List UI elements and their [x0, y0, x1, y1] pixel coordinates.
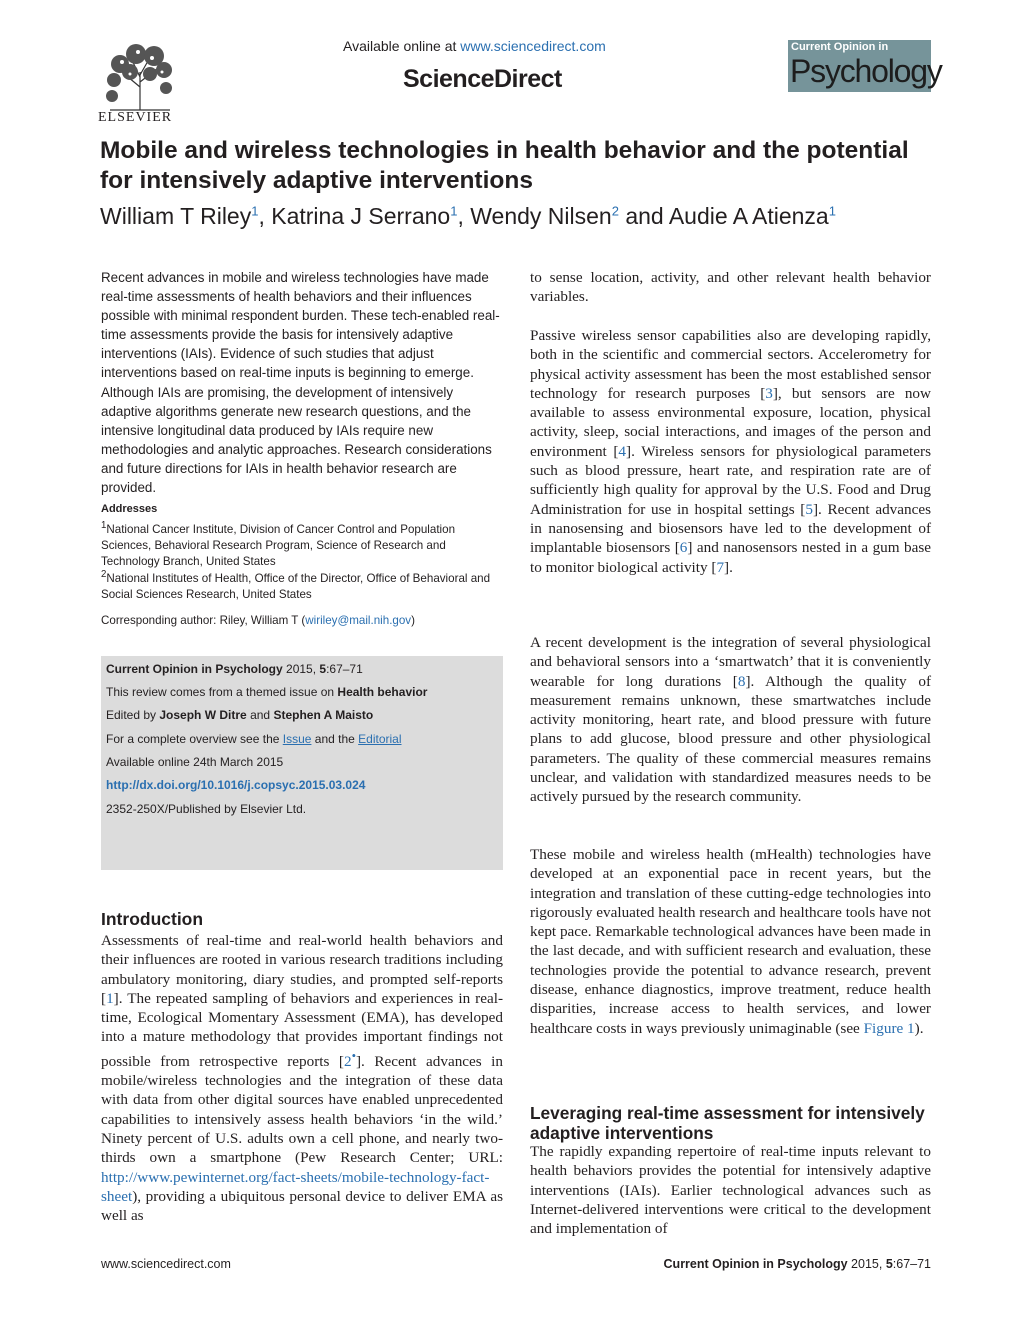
author-email-link[interactable]: wiriley@mail.nih.gov [305, 614, 412, 627]
ref-link[interactable]: 6 [679, 539, 688, 557]
ref-link[interactable]: 2• [343, 1048, 356, 1070]
author: Audie A Atienza$^1$ [668, 202, 836, 229]
footer-citation: Current Opinion in Psychology 2015, 5:67–71 [663, 1257, 931, 1271]
footer-url: www.sciencedirect.com [101, 1257, 231, 1271]
publisher-wordmark: ELSEVIER [98, 110, 173, 125]
author: Katrina J Serrano$^1$, [271, 202, 471, 229]
body-paragraph: to sense location, activity, and other relevant health behavior variables. [530, 269, 931, 306]
article-info-box [101, 656, 503, 870]
abstract: Recent advances in mobile and wireless technologies have made real-time assessments of health behaviors and their influences possible with minimal respondent burden. These tech-enabled real-time assessments provide the basis for intensively adaptive interventions (IAIs). Evidence of such studies that adjust interventions based on real-time inputs is beginning to emerge. Although IAIs are promising, the development of intensively adaptive algorithms generate new research questions, and the intensive longitudinal data produced by IAIs require new methodologies and analytic approaches. Research considerations and future directions for IAIs in health behavior research are provided. [101, 270, 500, 496]
doi-link[interactable]: http://dx.doi.org/10.1016/j.copsyc.2015.03.024 [106, 778, 366, 792]
platform-name: ScienceDirect [403, 65, 562, 93]
journal-badge-top: Current Opinion in [791, 41, 889, 53]
available-online-line: Available online at www.sciencedirect.com [343, 38, 606, 54]
ref-link[interactable]: 5 [805, 500, 813, 518]
address-2: $^2$National Institutes of Health, Office of the Director, Office of Behavioral and Social Sciences Research, United States [101, 569, 491, 602]
author: William T Riley$^1$, [100, 202, 272, 229]
available-date: Available online 24th March 2015 [106, 755, 284, 769]
ref-link[interactable]: 8 [737, 672, 746, 690]
article-title: Mobile and wireless technologies in health behavior and the potential for intensively adaptive interventions [100, 137, 909, 194]
overview-line: For a complete overview see the Issue and the Editorial [106, 732, 402, 746]
body-paragraph: The rapidly expanding repertoire of real-time inputs relevant to health behaviors provides the potential for intensively adaptive interventions (IAIs). Earlier technological advances such as Internet-delivered interventions were critical to the development and implementation of [530, 1143, 931, 1238]
themed-issue-line: This review comes from a themed issue on Health behavior [106, 685, 428, 699]
body-paragraph: Passive wireless sensor capabilities also are developing rapidly, both in the scientific and commercial sectors. Accelerometry for physical activity assessment has been the most established sensor technology for research purposes [3], but sensors are now available to assess environmental exposure, location, physical activity, sleep, social interactions, and images of the person and environment [4]. Wireless sensors for physiological parameters such as blood pressure, heart rate, and respiration rate are of sufficiently high quality for approval by the U.S. Food and Drug Administration for use in hospital settings [5]. Recent advances in nanosensing and biosensors have led to the development of implantable biosensors [6] and nanosensors nested in a gum base to monitor biological activity [7]. [530, 327, 931, 576]
ref-link[interactable]: 3 [765, 384, 773, 402]
author: Wendy Nilsen$^2$ and [470, 202, 669, 229]
journal-badge-big: Psychology [790, 53, 942, 89]
introduction-text: Assessments of real-time and real-world health behaviors and their influences are rooted in various research traditions including ambulatory monitoring, diary studies, and prompted self-reports [1]. The repeated sampling of behaviors and experiences in real-time, Ecological Momentary Assessment (EMA), has developed into a mature methodology that provides important findings not possible from retrospective reports [2•]. Recent advances in mobile/wireless technologies and the integration of these data with data from other digital sources have enabled unprecedented capabilities to intensively assess health behaviors ‘in the wild.’ Ninety percent of U.S. adults own a cell phone, and nearly two-thirds own a smartphone (Pew Research Center; URL: http://www.pewinternet.org/fact-sheets/mobile-technology-fact-sheet), providing a ubiquitous personal device to deliver EMA as well as [101, 932, 503, 1225]
citation-line: Current Opinion in Psychology 2015, 5:67–71 [106, 662, 363, 676]
journal-badge [788, 40, 942, 92]
editorial-link[interactable]: Editorial [358, 732, 402, 746]
ref-link[interactable]: 7 [716, 558, 725, 576]
section-heading: Leveraging real-time assessment for intensively adaptive interventions [530, 1103, 925, 1143]
introduction-heading: Introduction [101, 909, 204, 929]
issn-line: 2352-250X/Published by Elsevier Ltd. [106, 802, 307, 816]
editors-line: Edited by Joseph W Ditre and Stephen A Maisto [106, 708, 374, 722]
figure-link[interactable]: Figure 1 [863, 1019, 915, 1037]
ref-link[interactable]: 1 [106, 989, 114, 1007]
author-list [100, 196, 940, 231]
body-paragraph: A recent development is the integration of several physiological and behavioral sensors into a ‘smartwatch’ that it is conveniently wearable for long durations [8]. Although the quality of measurement remains unknown, these smartwatches include activity monitoring, heart rate, and blood pressure with future plans to add glucose, blood pressure and other physiological parameters. The quality of these commercial measures remains unclear, and validation with standardized measures needs to be actively pursued by the research community. [530, 634, 931, 806]
pew-url-link[interactable]: http://www.pewinternet.org/fact-sheets/mobile-technology-fact-sheet [101, 1168, 490, 1205]
address-1: $^1$National Cancer Institute, Division of Cancer Control and Population Sciences, Behavioral Research Program, Science of Research and Technology Branch, United States [101, 520, 456, 569]
body-paragraph: These mobile and wireless health (mHealth) technologies have developed at an exponential pace in recent years, but the integration and translation of these cutting-edge technologies into rigorously evaluated health research and healthcare tools have not kept pace. Remarkable technological advances have been made in the last decade, and with sufficient research and evaluation, these technologies provide the potential to advance research, prevent disease, enhance diagnostics, improve treatment, reduce health disparities, increase access to health services, and lower healthcare costs in ways previously unimaginable (see Figure 1). [530, 846, 932, 1037]
issue-link[interactable]: Issue [282, 732, 312, 746]
ref-link[interactable]: 4 [618, 442, 627, 460]
corresponding-author: Corresponding author: Riley, William T (wiriley@mail.nih.gov) [101, 614, 415, 627]
addresses-heading: Addresses [101, 503, 158, 515]
sciencedirect-url-link[interactable]: www.sciencedirect.com [460, 38, 606, 54]
